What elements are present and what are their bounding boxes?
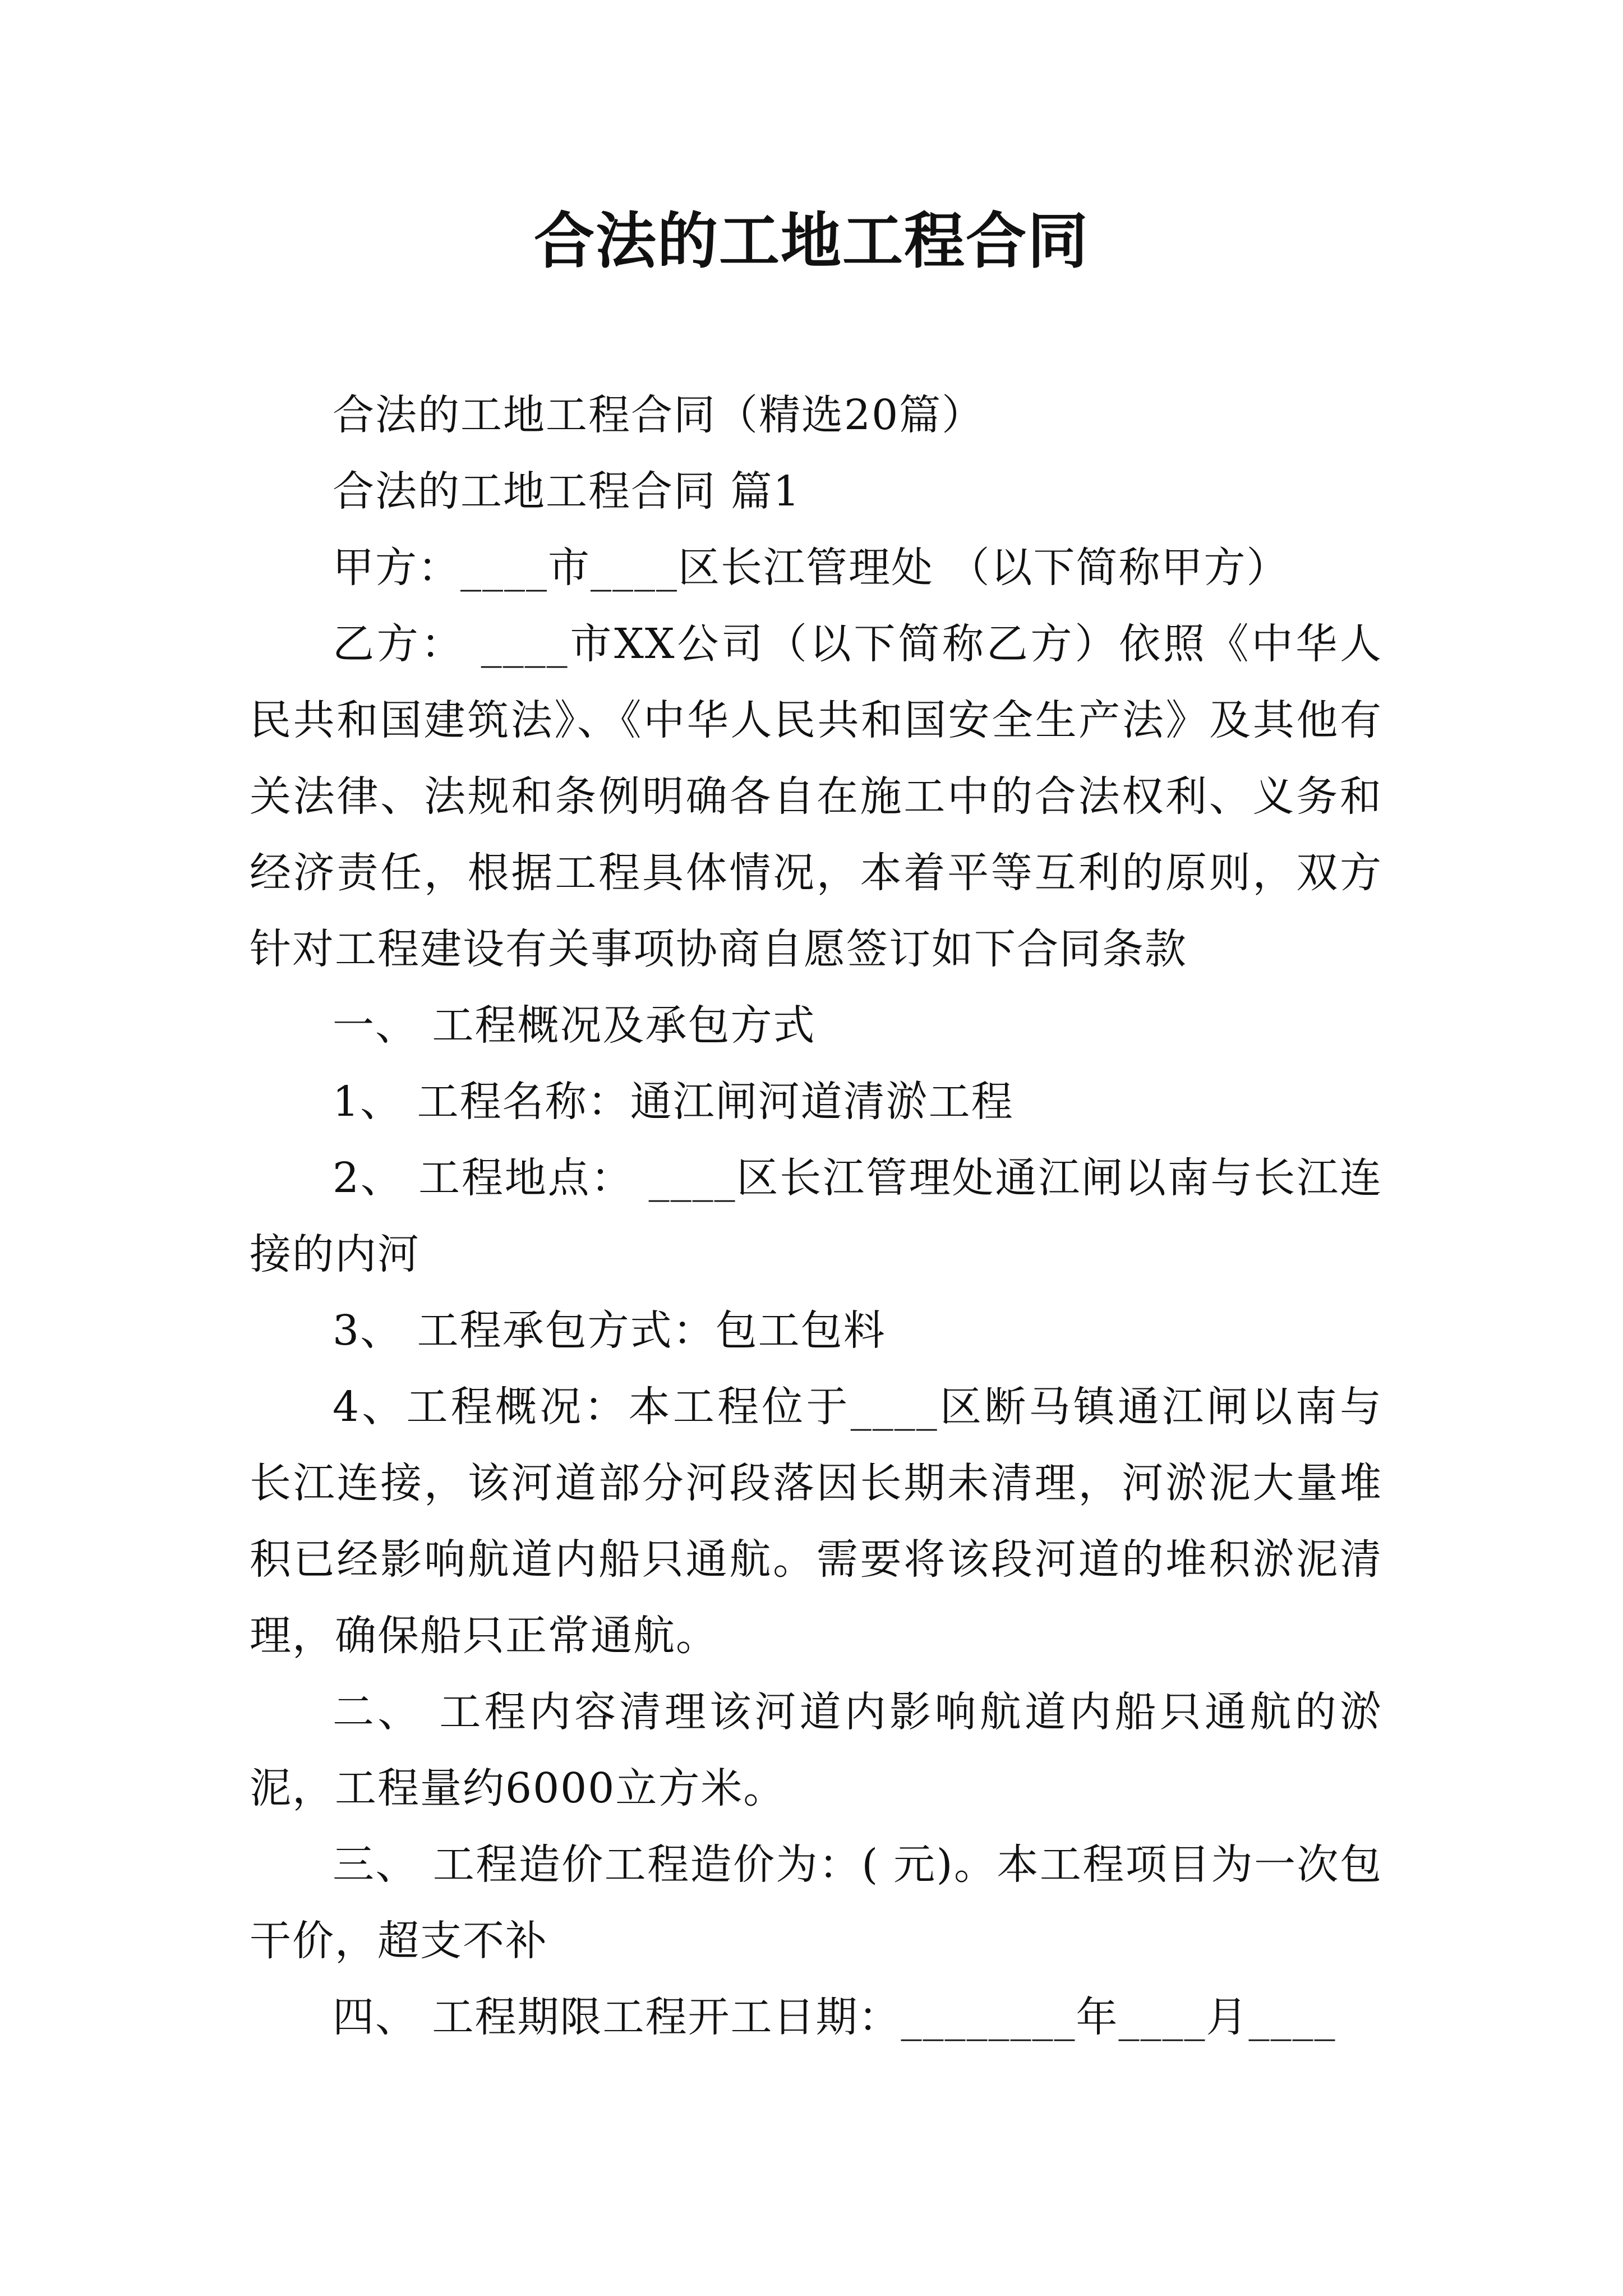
- paragraph-project-name: 1、 工程名称：通江闸河道清淤工程: [333, 1078, 1014, 1126]
- paragraph-section-4: 四、 工程期限工程开工日期：________年____月____: [333, 1993, 1336, 2041]
- paragraph-section-3: 三、 工程造价工程造价为：( 元)。本工程项目为一次包干价，超支不补: [250, 1841, 1382, 1965]
- paragraph-project-overview: 4、工程概况：本工程位于____区断马镇通江闸以南与长江连接，该河道部分河段落因长期未清理，河淤泥大量堆积已经影响航道内船只通航。需要将该段河道的堆积淤泥清理，确保船只正常通航。: [250, 1383, 1382, 1660]
- paragraph-section-1: 一、 工程概况及承包方式: [333, 1001, 816, 1050]
- paragraph-subtitle: 合法的工地工程合同（精选20篇）: [333, 391, 985, 439]
- document-body: [250, 377, 1382, 2055]
- paragraph-article-heading: 合法的工地工程合同 篇1: [333, 467, 801, 516]
- paragraph-contract-mode: 3、 工程承包方式：包工包料: [333, 1306, 886, 1355]
- paragraph-section-2: 二、 工程内容清理该河道内影响航道内船只通航的淤泥，工程量约6000立方米。: [250, 1688, 1382, 1812]
- paragraph-project-location: 2、 工程地点： ____区长江管理处通江闸以南与长江连接的内河: [250, 1154, 1382, 1278]
- document-title: 合法的工地工程合同: [533, 206, 1089, 277]
- paragraph-party-b: 乙方： ____市XX公司（以下简称乙方）依照《中华人民共和国建筑法》、《中华人民共和国安全生产法》及其他有关法律、法规和条例明确各自在施工中的合法权利、义务和经济责任，根据工程具体情况，本着平等互利的原则，双方针对工程建设有关事项协商自愿签订如下合同条款: [250, 620, 1382, 973]
- paragraph-party-a: 甲方：____市____区长江管理处 （以下简称甲方）: [333, 544, 1289, 592]
